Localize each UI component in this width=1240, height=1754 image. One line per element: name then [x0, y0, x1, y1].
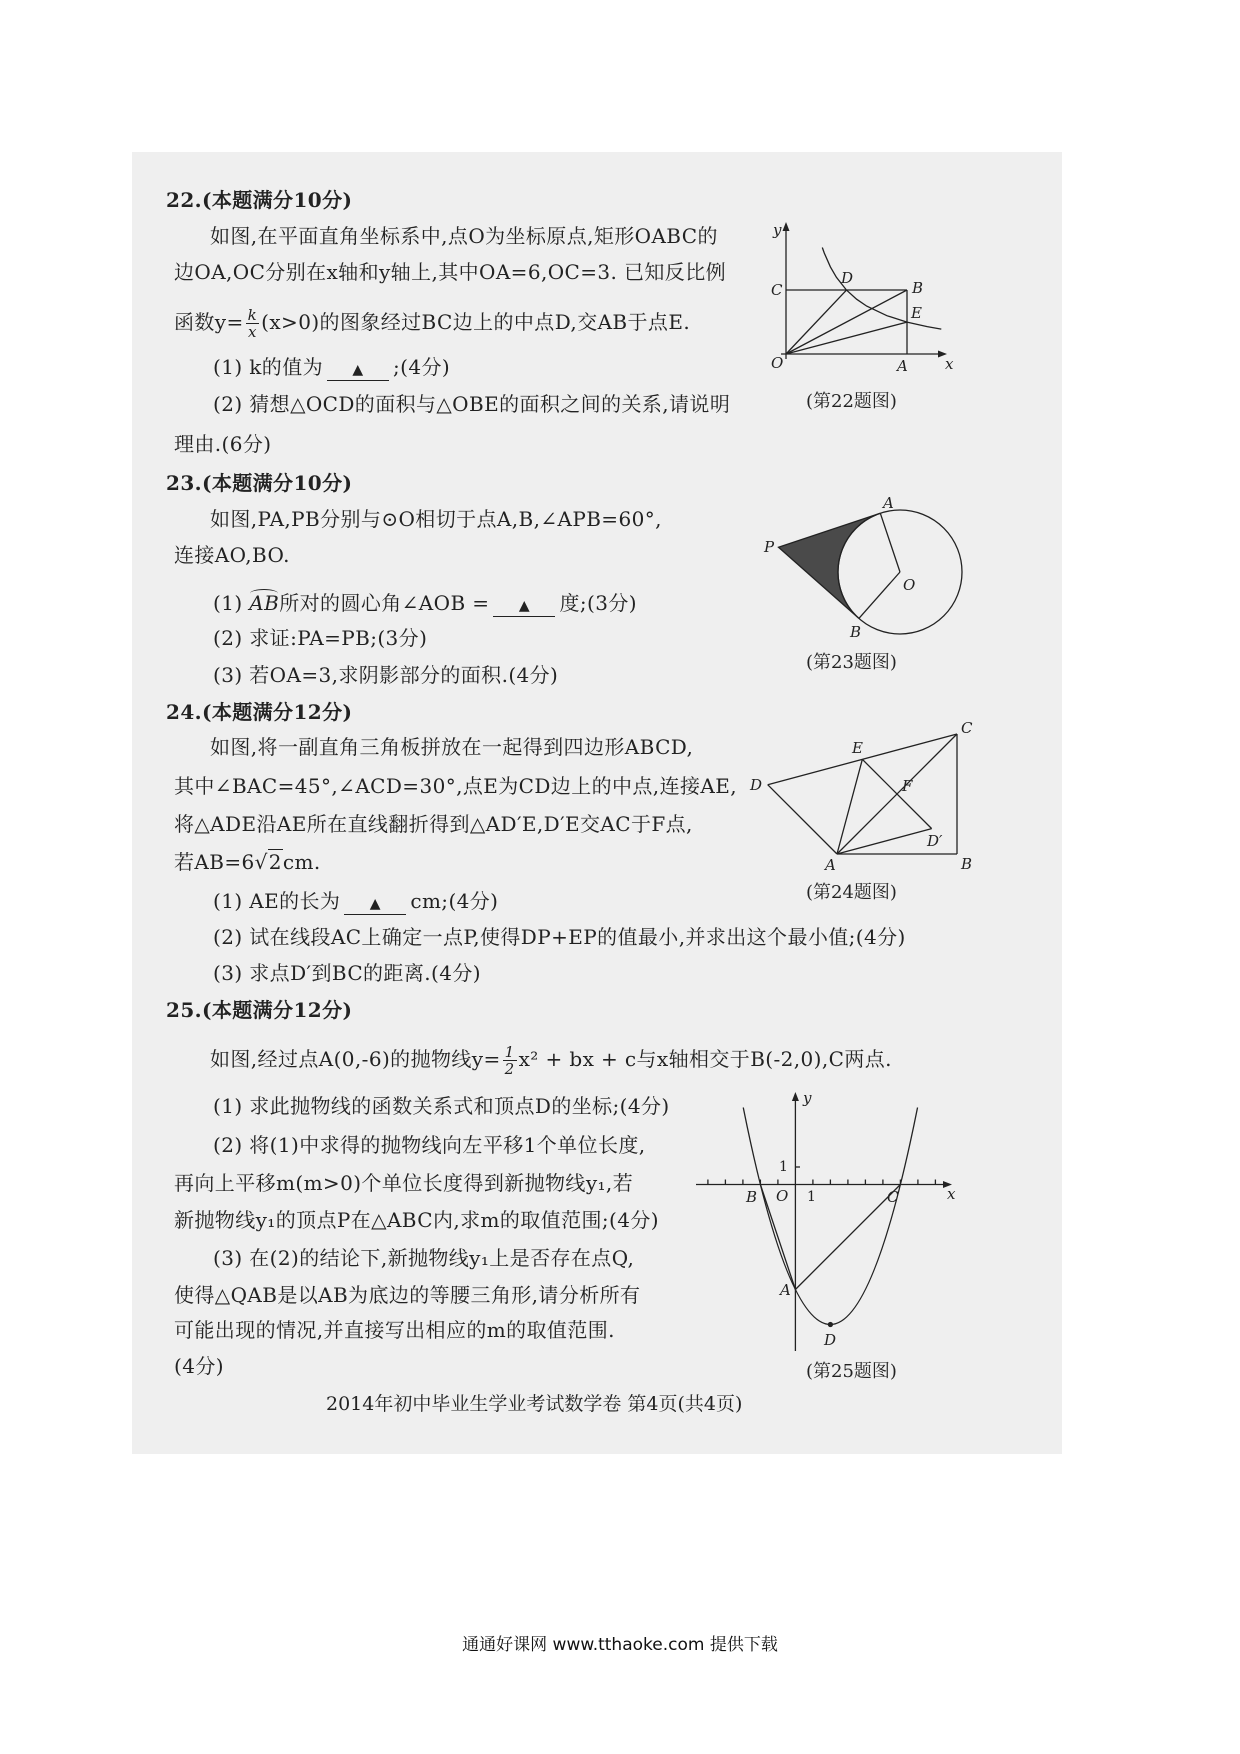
q25-part-3: (3) 在(2)的结论下,新抛物线y₁上是否存在点Q, — [213, 1246, 635, 1270]
label-C: C — [887, 1188, 899, 1206]
q23-part-3: (3) 若OA=3,求阴影部分的面积.(4分) — [213, 663, 559, 687]
answer-blank: ▲ — [344, 894, 406, 915]
label-B: B — [746, 1188, 758, 1206]
sqrt-radicand: 2 — [268, 850, 282, 874]
q23-header: 23.(本题满分10分) — [166, 471, 353, 495]
segment-AE — [837, 759, 862, 854]
q22-line-1: 如图,在平面直角坐标系中,点O为坐标原点,矩形OABC的 — [210, 224, 718, 248]
q22-line-3-start: 函数y= — [174, 310, 244, 334]
label-x: x — [945, 355, 954, 373]
q23-part-1-end: 度;(3分) — [559, 591, 637, 615]
label-B: B — [850, 623, 862, 641]
q24-part-2: (2) 试在线段AC上确定一点P,使得DP+EP的值最小,并求出这个最小值;(4分) — [213, 925, 906, 949]
q24-line-1: 如图,将一副直角三角板拼放在一起得到四边形ABCD, — [210, 735, 694, 759]
answer-blank: ▲ — [327, 360, 389, 381]
sqrt-symbol: √ — [254, 850, 268, 874]
label-y: y — [803, 1089, 812, 1107]
q22-header: 22.(本题满分10分) — [166, 188, 353, 212]
label-A: A — [883, 494, 894, 512]
q25-figure — [691, 1089, 959, 1361]
label-x: x — [947, 1185, 956, 1203]
q23-part-1 — [213, 591, 637, 617]
label-F: F — [902, 777, 913, 795]
q22-part-1-start: (1) k的值为 — [213, 355, 324, 379]
q25-line-1 — [210, 1044, 892, 1077]
q25-line-1-end: x² + bx + c与x轴相交于B(-2,0),C两点. — [518, 1047, 892, 1071]
q23-part-1-start: (1) — [213, 591, 250, 615]
y-axis-arrow — [783, 222, 790, 231]
q24-line-4-end: cm. — [282, 850, 321, 874]
label-B: B — [961, 855, 973, 873]
y-axis-arrow — [792, 1092, 799, 1101]
q24-caption: (第24题图) — [806, 882, 897, 903]
q25-part-3-score: (4分) — [174, 1354, 224, 1378]
label-x-unit: 1 — [807, 1189, 816, 1205]
label-C: C — [961, 719, 973, 737]
q24-part-1 — [213, 889, 498, 915]
label-P: P — [764, 538, 775, 556]
label-D: D — [824, 1331, 837, 1349]
label-A: A — [897, 357, 908, 375]
q23-figure — [764, 494, 974, 646]
segment-AO — [880, 513, 900, 572]
label-y-unit: 1 — [779, 1159, 788, 1175]
q25-part-2: (2) 将(1)中求得的抛物线向左平移1个单位长度, — [213, 1133, 646, 1157]
q24-part-1-start: (1) AE的长为 — [213, 889, 341, 913]
q23-line-1: 如图,PA,PB分别与⊙O相切于点A,B,∠APB=60°, — [210, 507, 662, 531]
arc-AB: AB — [249, 591, 280, 615]
q25-part-3-cont-2: 可能出现的情况,并直接写出相应的m的取值范围. — [174, 1318, 615, 1342]
answer-blank: ▲ — [493, 596, 555, 617]
label-B: B — [912, 279, 924, 297]
label-E: E — [911, 304, 922, 322]
q24-part-1-end: cm;(4分) — [410, 889, 499, 913]
q24-figure — [747, 719, 979, 877]
q23-part-1-mid: 所对的圆心角∠AOB = — [279, 591, 490, 615]
q22-figure — [769, 219, 964, 379]
q25-caption: (第25题图) — [806, 1361, 897, 1382]
q22-fraction — [246, 307, 260, 340]
q22-part-1-end: ;(4分) — [393, 355, 451, 379]
segment-BO — [859, 572, 900, 618]
vertex-D-point — [828, 1323, 832, 1327]
q25-line-1-start: 如图,经过点A(0,-6)的抛物线y= — [210, 1047, 501, 1071]
q25-fraction — [503, 1044, 517, 1077]
q22-part-2-cont: 理由.(6分) — [174, 432, 272, 456]
q25-part-1: (1) 求此抛物线的函数关系式和顶点D的坐标;(4分) — [213, 1094, 670, 1118]
label-O: O — [771, 354, 784, 372]
label-O: O — [903, 576, 916, 594]
fraction-numerator: 1 — [504, 1043, 515, 1061]
q22-part-2: (2) 猜想△OCD的面积与△OBE的面积之间的关系,请说明 — [213, 392, 731, 416]
q25-header: 25.(本题满分12分) — [166, 998, 353, 1022]
fraction-numerator: k — [247, 306, 258, 324]
q24-line-3: 将△ADE沿AE所在直线翻折得到△AD′E,D′E交AC于F点, — [174, 812, 693, 836]
q25-part-3-cont-1: 使得△QAB是以AB为底边的等腰三角形,请分析所有 — [174, 1283, 641, 1307]
label-A: A — [780, 1281, 791, 1299]
q24-line-4 — [174, 850, 321, 874]
label-D: D — [750, 776, 763, 794]
q23-part-2: (2) 求证:PA=PB;(3分) — [213, 626, 428, 650]
q24-header: 24.(本题满分12分) — [166, 700, 353, 724]
label-D: D — [841, 269, 854, 287]
hyperbola-curve — [822, 248, 941, 330]
segment-OD — [786, 290, 847, 354]
q22-line-3-end: (x>0)的图象经过BC边上的中点D,交AB于点E. — [261, 310, 691, 334]
fraction-denominator: 2 — [504, 1060, 515, 1078]
download-watermark: 通通好课网 www.tthaoke.com 提供下载 — [462, 1635, 778, 1655]
label-E: E — [852, 739, 863, 757]
segment-OB — [786, 290, 907, 354]
q22-line-2: 边OA,OC分别在x轴和y轴上,其中OA=6,OC=3. 已知反比例 — [174, 260, 727, 284]
segment-OE — [786, 322, 907, 354]
parabola-curve — [743, 1108, 917, 1325]
q22-line-3 — [174, 307, 690, 340]
label-D-prime: D′ — [927, 832, 943, 850]
q25-part-2-cont-1: 再向上平移m(m>0)个单位长度得到新抛物线y₁,若 — [174, 1171, 634, 1195]
side-DA — [768, 785, 837, 854]
fraction-denominator: x — [247, 323, 257, 341]
label-O: O — [776, 1187, 789, 1205]
q23-line-2: 连接AO,BO. — [174, 543, 290, 567]
q22-caption: (第22题图) — [806, 391, 897, 412]
label-A: A — [825, 856, 836, 874]
q25-part-2-cont-2: 新抛物线y₁的顶点P在△ABC内,求m的取值范围;(4分) — [174, 1208, 659, 1232]
q24-part-3: (3) 求点D′到BC的距离.(4分) — [213, 961, 481, 985]
segment-AD-prime — [837, 829, 932, 854]
page-footer: 2014年初中毕业生学业考试数学卷 第4页(共4页) — [326, 1393, 743, 1415]
shaded-region — [779, 513, 881, 618]
label-C: C — [771, 281, 783, 299]
q24-line-4-start: 若AB=6 — [174, 850, 255, 874]
q23-caption: (第23题图) — [806, 652, 897, 673]
q22-part-1 — [213, 355, 450, 381]
q24-line-2: 其中∠BAC=45°,∠ACD=30°,点E为CD边上的中点,连接AE, — [174, 774, 737, 798]
label-y: y — [773, 221, 782, 239]
